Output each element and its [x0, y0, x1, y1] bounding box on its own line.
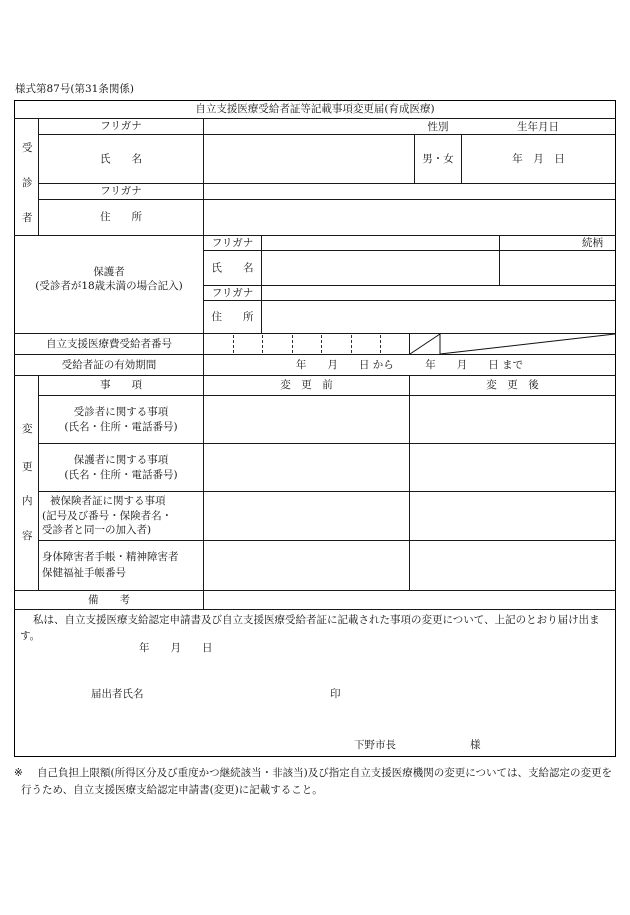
guardian-furigana2-field[interactable]: [262, 286, 615, 300]
guardian-furigana-field[interactable]: [262, 236, 499, 250]
change-row-before-field[interactable]: [204, 492, 409, 540]
relation-field[interactable]: [500, 251, 615, 285]
remarks-field[interactable]: [204, 591, 615, 609]
dob-value[interactable]: 年 月 日: [512, 152, 565, 165]
declaration-text: 私は、自立支援医療支給認定申請書及び自立支援医療受給者証に記載された事項の変更について、上記のとおり届け出ます。: [20, 614, 600, 643]
change-row-line2: (氏名・住所・電話番号): [64, 468, 178, 481]
footnote-mark: ※: [14, 767, 23, 779]
remarks-label: 備 考: [88, 593, 130, 606]
footnote-text: 自己負担上限額(所得区分及び重度かつ継続該当・非該当)及び指定自立支援医療機関の変更については、支給認定の変更を行うため、自立支援医療支給認定申請書(変更)に記載すること。: [21, 767, 612, 797]
patient-furigana-label: フリガナ: [100, 120, 142, 133]
change-side-label-2: 更: [22, 461, 33, 473]
recipient-number-diagonal-marks: [409, 333, 616, 355]
validity-label: 受給者証の有効期間: [61, 358, 157, 371]
honorific: 様: [470, 739, 481, 751]
change-row-line2: 保健福祉手帳番号: [42, 566, 126, 579]
after-header: 変 更 後: [486, 379, 539, 392]
sex-value[interactable]: 男・女: [422, 152, 454, 165]
patient-side-label-2: 診: [22, 177, 33, 189]
patient-name-label: 氏 名: [100, 152, 142, 165]
patient-side-label-3: 者: [22, 212, 33, 224]
change-row-line1: 被保険者証に関する事項: [50, 494, 166, 507]
change-row-before-field[interactable]: [204, 444, 409, 491]
change-row-item: [42, 541, 203, 590]
change-row-line3: 受診者と同一の加入者): [42, 524, 152, 537]
addressee: 下野市長: [354, 739, 396, 751]
change-row-after-field[interactable]: [410, 492, 615, 540]
change-row-after-field[interactable]: [410, 444, 615, 491]
seal-mark: 印: [330, 688, 341, 700]
change-row-line1: 受診者に関する事項: [73, 406, 169, 419]
recipient-number-field[interactable]: [204, 334, 409, 354]
change-side-label-1: 変: [22, 423, 33, 435]
relation-label: 続柄: [582, 236, 603, 249]
item-header: 事 項: [100, 379, 142, 392]
change-row-line2: (氏名・住所・電話番号): [64, 420, 178, 433]
patient-furigana2-label: フリガナ: [100, 185, 142, 198]
patient-side-label-1: 受: [22, 142, 33, 154]
guardian-furigana-label: フリガナ: [211, 236, 254, 249]
change-row-item: [39, 444, 203, 491]
guardian-note: (受診者が18歳未満の場合記入): [35, 280, 183, 292]
guardian-name-label: 氏 名: [211, 261, 254, 274]
guardian-address-field[interactable]: [262, 301, 615, 333]
change-row-after-field[interactable]: [410, 396, 615, 443]
change-side-label-3: 内: [22, 495, 33, 507]
patient-address-field[interactable]: [204, 200, 615, 235]
patient-address-label: 住 所: [100, 211, 142, 224]
change-row-after-field[interactable]: [410, 541, 615, 590]
sex-label: 性別: [427, 121, 449, 133]
change-row-line1: 身体障害者手帳・精神障害者: [42, 551, 179, 564]
declaration-date[interactable]: 年 月 日: [139, 642, 213, 654]
change-side-label-4: 容: [22, 530, 33, 542]
change-row-line1: 保護者に関する事項: [73, 454, 169, 467]
applicant-name-label: 届出者氏名: [91, 688, 144, 700]
guardian-label-block: [15, 262, 203, 296]
before-header: 変 更 前: [280, 379, 333, 392]
form-title: 自立支援医療受給者証等記載事項変更届(育成医療): [195, 103, 435, 116]
patient-furigana2-field[interactable]: [204, 184, 615, 199]
change-row-line2: (記号及び番号・保険者名・: [42, 509, 173, 522]
guardian-address-label: 住 所: [211, 310, 254, 323]
validity-value[interactable]: 年 月 日 から 年 月 日 まで: [295, 358, 524, 371]
guardian-name-field[interactable]: [262, 251, 499, 285]
change-row-item: [42, 492, 203, 540]
guardian-furigana2-label: フリガナ: [211, 286, 254, 299]
change-row-before-field[interactable]: [204, 396, 409, 443]
guardian-label: 保護者: [93, 265, 125, 278]
change-row-item: [39, 396, 203, 443]
change-row-before-field[interactable]: [204, 541, 409, 590]
form-number: 様式第87号(第31条関係): [15, 83, 134, 95]
applicant-name-field[interactable]: [155, 684, 320, 702]
patient-furigana-field[interactable]: [204, 119, 414, 134]
recipient-number-label: 自立支援医療費受給者番号: [46, 337, 172, 350]
dob-label: 生年月日: [517, 121, 559, 133]
patient-name-field[interactable]: [204, 135, 414, 183]
